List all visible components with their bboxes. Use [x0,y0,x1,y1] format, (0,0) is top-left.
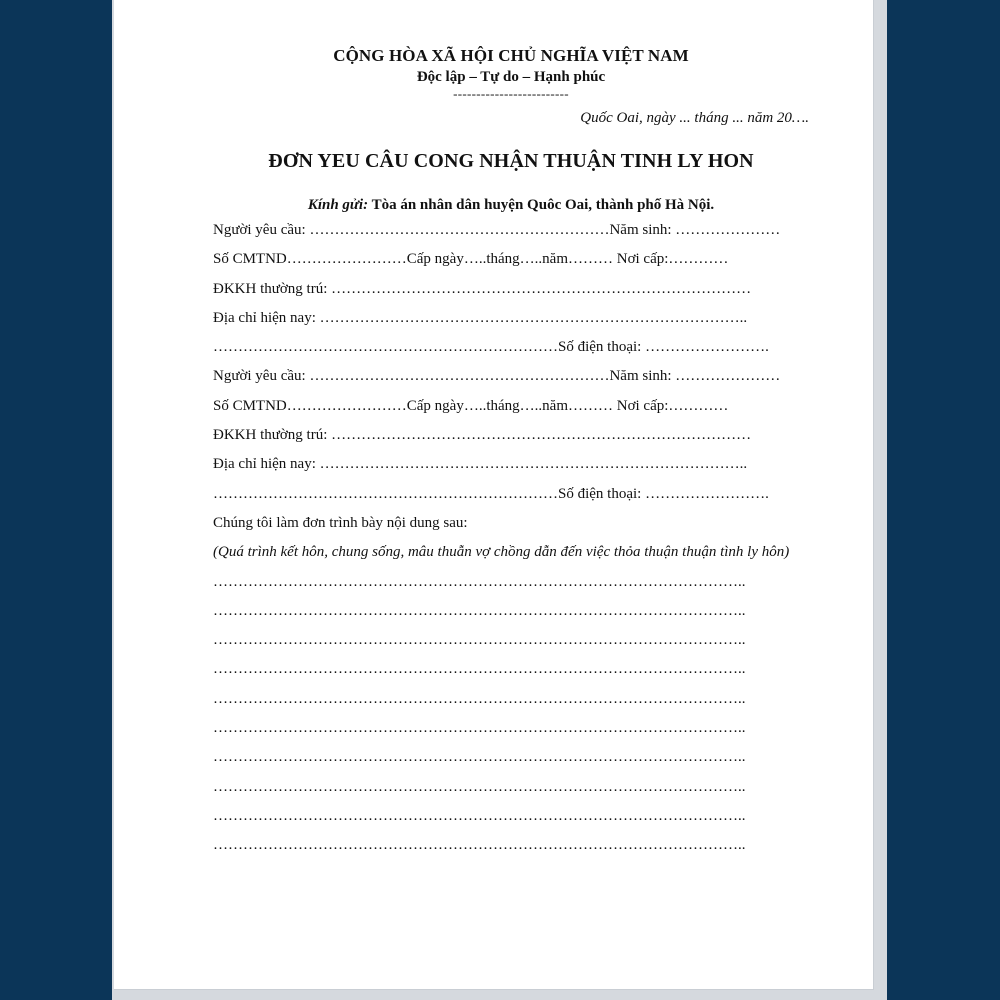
applicant-current-address-line: Địa chỉ hiện nay: ………………………………………………………………………….. [213,309,748,326]
applicant-block-2 [213,362,809,508]
document-title: ĐƠN YEU CÂU CONG NHẬN THUẬN TINH LY HON [268,150,754,172]
applicant-permanent-address-line: ĐKKH thường trú: ………………………………………………………………………… [213,280,752,297]
applicant-phone-line: ……………………………………………………………Số điện thoại: ……………………. [213,485,769,502]
applicant-name-line: Người yêu cầu: ……………………………………………………Năm sinh: ………………… [213,368,781,385]
applicant-phone-line: ……………………………………………………………Số điện thoại: ……………………. [213,339,769,356]
recipient-body: Tòa án nhân dân huyện Quôc Oai, thành phố Hà Nội. [371,197,715,213]
national-motto: Độc lập – Tự do – Hạnh phúc [416,69,606,85]
applicant-current-address-line: Địa chỉ hiện nay: ………………………………………………………………………….. [213,456,748,473]
recipient-lead: Kính gửi: [307,197,369,213]
statement-blank-lines [213,568,809,861]
document-page [114,0,874,990]
statement-blank-line: …………………………………………………………………………………………….. [213,602,746,619]
header-divider: ------------------------- [453,86,569,101]
applicant-id-line: Số CMTND……………………Cấp ngày…..tháng…..năm……… Nơi cấp:………… [213,251,729,268]
statement-blank-line: …………………………………………………………………………………………….. [213,661,746,678]
applicant-id-line: Số CMTND……………………Cấp ngày…..tháng…..năm……… Nơi cấp:………… [213,397,729,414]
applicant-block-1 [213,216,809,362]
statement-blank-line: …………………………………………………………………………………………….. [213,690,746,707]
statement-blank-line: …………………………………………………………………………………………….. [213,778,746,795]
statement-blank-line: …………………………………………………………………………………………….. [213,807,746,824]
national-title: CỘNG HÒA XÃ HỘI CHỦ NGHĨA VIỆT NAM [333,46,689,65]
statement-intro: Chúng tôi làm đơn trình bày nội dung sau: [213,514,468,531]
statement-blank-line: …………………………………………………………………………………………….. [213,632,746,649]
applicant-permanent-address-line: ĐKKH thường trú: ………………………………………………………………………… [213,427,752,444]
applicant-name-line: Người yêu cầu: ……………………………………………………Năm sinh: ………………… [213,222,781,238]
place-date-line: Quốc Oai, ngày ... tháng ... năm 20…. [580,110,809,126]
statement-note: (Quá trình kết hôn, chung sống, mâu thuẫn vợ chồng dẫn đến việc thỏa thuận thuận tình ly hôn) [213,544,790,561]
statement-blank-line: …………………………………………………………………………………………….. [213,749,746,766]
statement-blank-line: …………………………………………………………………………………………….. [213,720,746,737]
statement-blank-line: …………………………………………………………………………………………….. [213,837,746,854]
document-content [213,44,809,861]
statement-blank-line: …………………………………………………………………………………………….. [213,573,746,590]
recipient-line [213,194,809,216]
